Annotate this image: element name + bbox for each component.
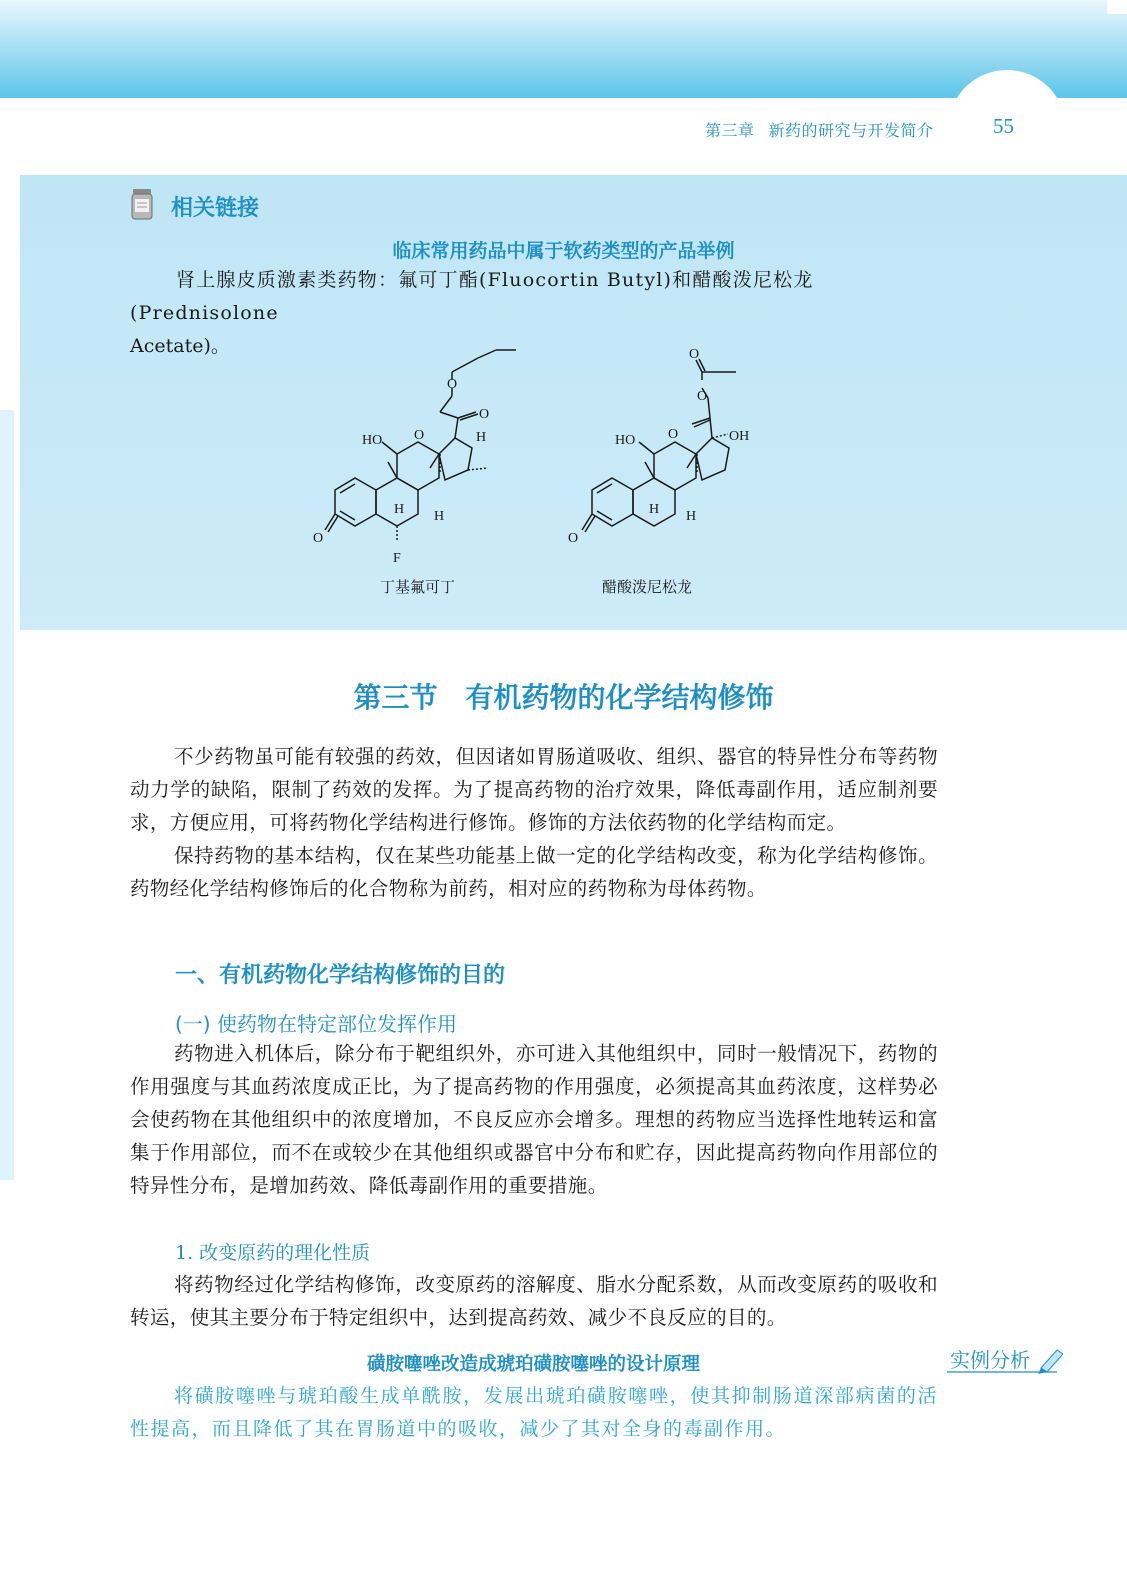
related-link-paragraph: [130, 264, 938, 363]
section-title: 第三节 有机药物的化学结构修饰: [353, 681, 774, 714]
header-corner: [1107, 0, 1127, 14]
paragraph-4-block: [130, 1268, 938, 1334]
prednisolone-acetate-structure: [560, 340, 790, 575]
medicine-jar-icon: [131, 188, 153, 220]
case-study-body-block: [130, 1380, 938, 1446]
running-head: [705, 118, 948, 141]
case-study-title: 磺胺噻唑改造成琥珀磺胺噻唑的设计原理: [366, 1354, 700, 1375]
related-link-title: 相关链接: [171, 195, 260, 221]
related-link-line-1: 肾上腺皮质激素类药物：氟可丁酯(Fluocortin Butyl)和醋酸泼尼松龙(Prednisolone: [130, 269, 814, 324]
pa-label-o-ester: O: [697, 389, 708, 404]
pa-label-ho: HO: [615, 433, 636, 448]
related-link-line-2: Acetate)。: [130, 335, 230, 357]
pa-label-o-ring: O: [568, 531, 579, 546]
page-number: 55: [993, 114, 1014, 138]
chapter-title: 新药的研究与开发简介: [768, 121, 934, 140]
fluocortin-butyl-structure: [300, 340, 530, 575]
side-strip: [0, 410, 14, 1180]
pa-label-h2: H: [686, 509, 697, 524]
related-link-subtitle: 临床常用药品中属于软药类型的产品举例: [392, 240, 735, 262]
paragraph-1: 不少药物虽可能有较强的药效，但因诸如胃肠道吸收、组织、器官的特异性分布等药物动力学的缺陷，限制了药效的发挥。为了提高药物的治疗效果，降低毒副作用，适应制剂要求，方便应用，可将药物化学结构进行修饰。修饰的方法依药物的化学结构而定。: [130, 745, 938, 834]
fc-label-f: F: [393, 551, 401, 566]
paragraph-1-block: [130, 740, 938, 905]
header-band: [0, 0, 1127, 98]
paragraph-3-block: [130, 1037, 938, 1202]
prednisolone-acetate-caption: 醋酸泼尼松龙: [602, 578, 693, 596]
fluocortin-butyl-caption: 丁基氟可丁: [380, 578, 456, 596]
fc-label-ho: HO: [362, 433, 383, 448]
fc-label-h2: H: [434, 509, 445, 524]
pa-label-o-keto: O: [668, 427, 679, 442]
heading-level-3: 1. 改变原药的理化性质: [175, 1242, 371, 1264]
case-study-label: 实例分析: [950, 1348, 1030, 1372]
heading-level-2: (一) 使药物在特定部位发挥作用: [175, 1012, 457, 1036]
paragraph-4: 将药物经过化学结构修饰，改变原药的溶解度、脂水分配系数，从而改变原药的吸收和转运，使其主要分布于特定组织中，达到提高药效、减少不良反应的目的。: [130, 1273, 938, 1329]
fc-label-h1: H: [394, 502, 405, 517]
pa-label-oh: OH: [729, 429, 750, 444]
fc-label-o-chain: O: [447, 377, 458, 392]
fc-label-h-top: H: [476, 430, 487, 445]
chapter-label: 第三章: [705, 121, 755, 140]
fc-label-o-keto: O: [414, 428, 425, 443]
fc-label-o-ring: O: [313, 531, 324, 546]
paragraph-3: 药物进入机体后，除分布于靶组织外，亦可进入其他组织中，同时一般情况下，药物的作用强度与其血药浓度成正比，为了提高药物的作用强度，必须提高其血药浓度，这样势必会使药物在其他组织中的浓度增加，不良反应亦会增多。理想的药物应当选择性地转运和富集于作用部位，而不在或较少在其他组织或器官中分布和贮存，因此提高药物向作用部位的特异性分布，是增加药效、降低毒副作用的重要措施。: [130, 1042, 938, 1197]
paragraph-2: 保持药物的基本结构，仅在某些功能基上做一定的化学结构改变，称为化学结构修饰。药物经化学结构修饰后的化合物称为前药，相对应的药物称为母体药物。: [130, 844, 938, 900]
heading-level-1: 一、有机药物化学结构修饰的目的: [175, 962, 506, 988]
pa-label-o-acyl: O: [689, 347, 700, 362]
case-study-body: 将磺胺噻唑与琥珀酸生成单酰胺，发展出琥珀磺胺噻唑，使其抑制肠道深部病菌的活性提高，而且降低了其在胃肠道中的吸收，减少了其对全身的毒副作用。: [130, 1385, 938, 1440]
pa-label-h1: H: [649, 502, 660, 517]
fc-label-o-ester: O: [479, 407, 490, 422]
